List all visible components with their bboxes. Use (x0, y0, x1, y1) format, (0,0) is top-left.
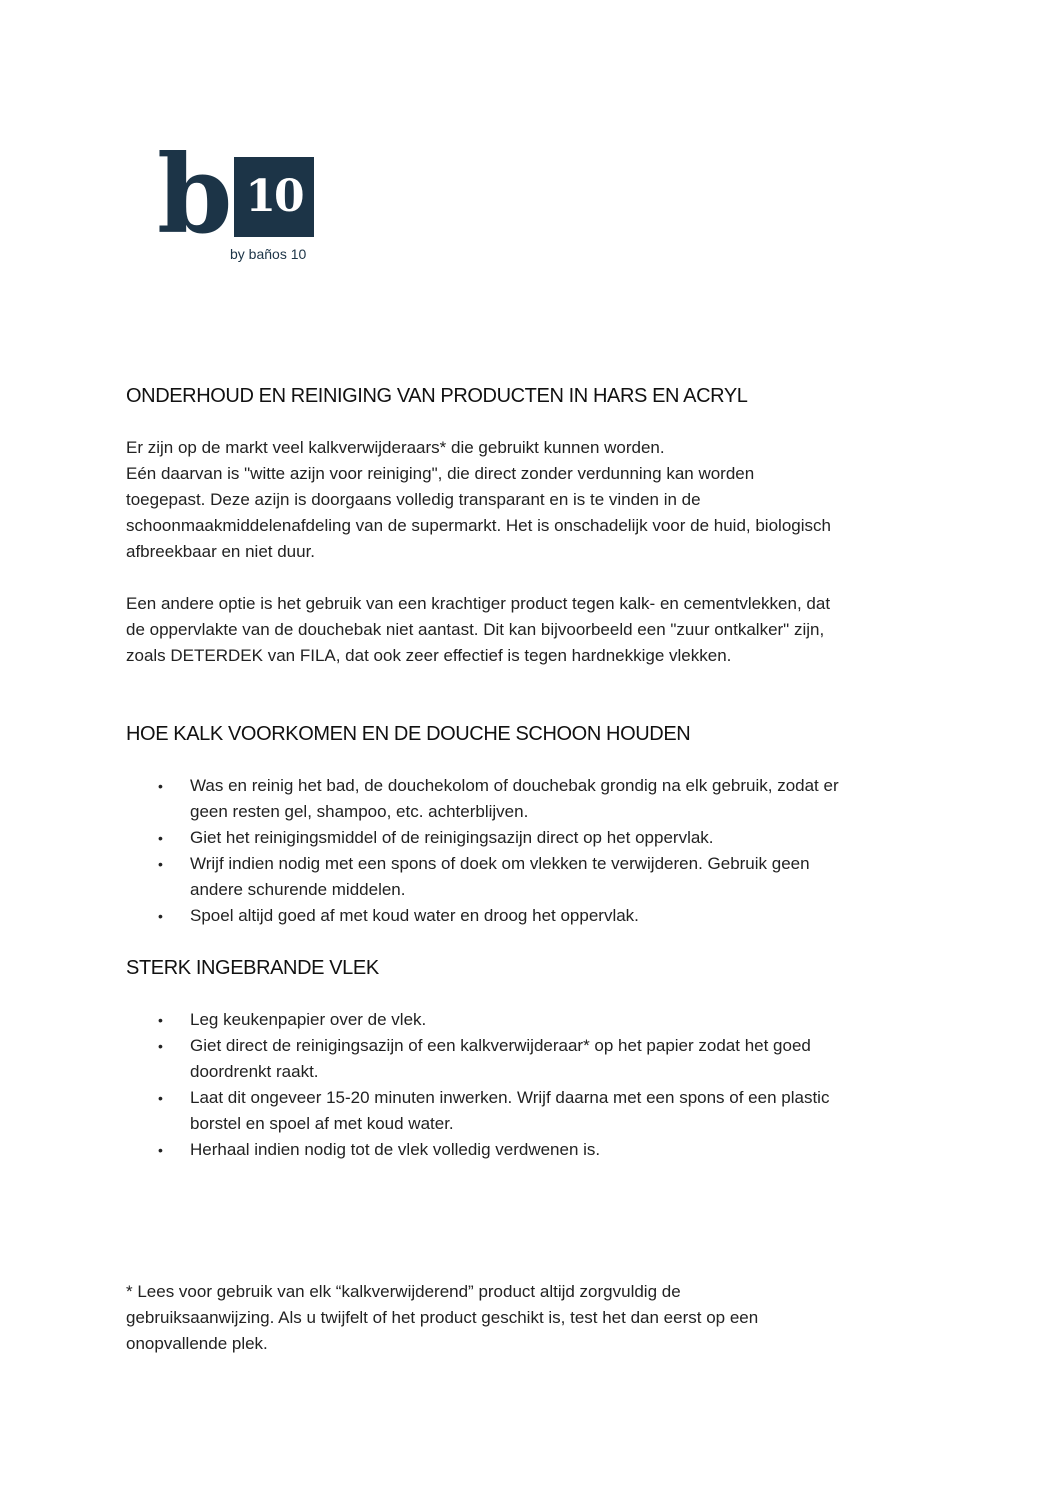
brand-logo (157, 132, 317, 265)
list-item: • Leg keukenpapier over de vlek. (158, 1010, 427, 1029)
section-heading-prevention: HOE KALK VOORKOMEN EN DE DOUCHE SCHOON HOUDEN (126, 723, 691, 745)
footnote: * Lees voor gebruik van elk “kalkverwijderend” product altijd zorgvuldig de gebruiksaanwijzing. Als u twijfelt of het product geschikt is, test het dan eerst op een onopvallende plek. (126, 1282, 759, 1353)
list-item: • Was en reinig het bad, de douchekolom of douchebak grondig na elk gebruik, zodat er geen resten gel, shampoo, etc. achterblijven. (158, 776, 839, 821)
logo-letter: b (157, 132, 233, 258)
list-item: • Laat dit ongeveer 15-20 minuten inwerken. Wrijf daarna met een spons of een plastic borstel en spoel af met koud water. (158, 1088, 830, 1133)
logo-number-box: 10 (234, 157, 314, 237)
intro-paragraph: Er zijn op de markt veel kalkverwijderaars* die gebruikt kunnen worden. Eén daarvan is "witte azijn voor reiniging", die direct zonder verdunning kan worden toegepast. Deze azijn is doorgaans volledig transparant en is te vinden in de schoonmaakmiddelenafdeling van de supermarkt. Het is onschadelijk voor de huid, biologisch afbreekbaar en niet duur. (126, 438, 831, 561)
alternative-paragraph: Een andere optie is het gebruik van een krachtiger product tegen kalk- en cementvlekken, dat de oppervlakte van de douchebak niet aantast. Dit kan bijvoorbeeld een "zuur ontkalker" zijn, zoals DETERDEK van FILA, dat ook zeer effectief is tegen hardnekkige vlekken. (126, 594, 831, 665)
list-item: • Giet direct de reinigingsazijn of een kalkverwijderaar* op het papier zodat het goed doordrenkt raakt. (158, 1036, 811, 1081)
logo-tagline: by baños 10 (230, 246, 307, 262)
stain-list (126, 1007, 936, 1163)
section-heading-maintenance: ONDERHOUD EN REINIGING VAN PRODUCTEN IN HARS EN ACRYL (126, 385, 748, 407)
list-item: • Wrijf indien nodig met een spons of doek om vlekken te verwijderen. Gebruik geen andere schurende middelen. (158, 854, 810, 899)
prevention-list (126, 773, 936, 929)
list-item: • Herhaal indien nodig tot de vlek volledig verdwenen is. (158, 1140, 601, 1159)
list-item: • Giet het reinigingsmiddel of de reinigingsazijn direct op het oppervlak. (158, 828, 714, 847)
section-heading-stain: STERK INGEBRANDE VLEK (126, 957, 379, 979)
document-body (126, 383, 936, 1357)
list-item: • Spoel altijd goed af met koud water en droog het oppervlak. (158, 906, 639, 925)
